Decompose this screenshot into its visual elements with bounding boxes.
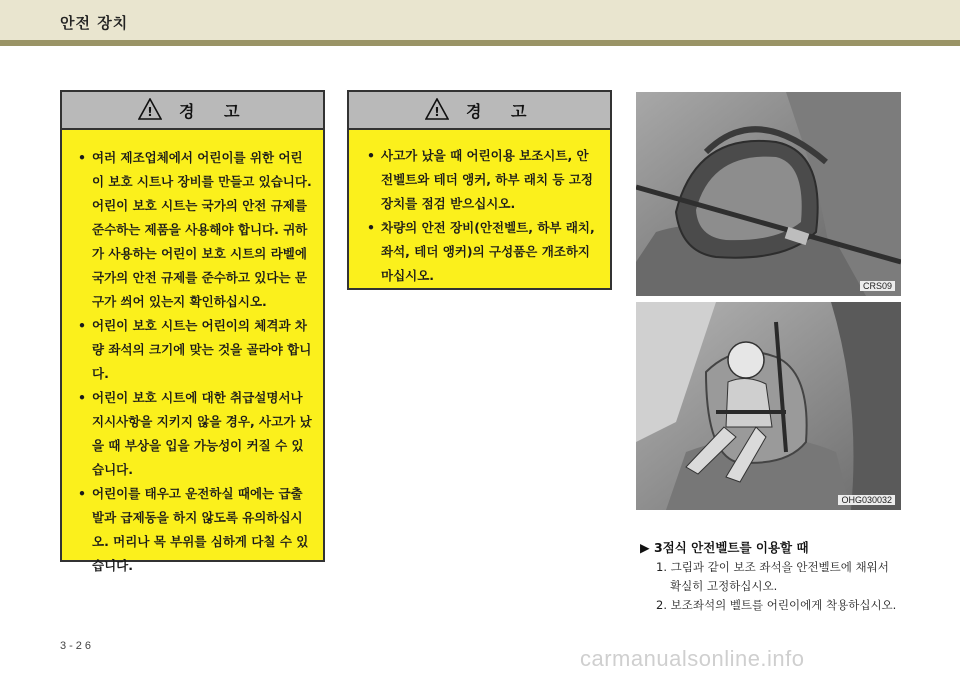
figure-code: CRS09 [860,281,895,291]
warning-item: • 어린이 보호 시트는 어린이의 체격과 차량 좌석의 크기에 맞는 것을 골라야 합니다. [78,318,312,381]
watermark: carmanualsonline.info [580,646,805,671]
warning-header [62,92,323,130]
page-header [0,0,960,40]
instruction-steps [656,558,926,615]
warning-item: • 여러 제조업체에서 어린이를 위한 어린이 보호 시트나 장비를 만들고 있습니다. 어린이 보호 시트는 국가의 안전 규제를 준수하는 제품을 사용해야 합니다. 귀하가 사용하는 어린이 보호 시트의 라벨에 국가의 안전 규제를 준수하고 있다는 문구가 씌어 있는지 확인하십시오. [78,150,312,309]
warning-item: • 사고가 났을 때 어린이용 보조시트, 안전벨트와 테더 앵커, 하부 래치 등 고정장치를 점검 받으십시오. [367,148,593,211]
warning-list [78,146,312,578]
figure-child-booster-seat [636,302,901,510]
warning-header [349,92,610,130]
child-booster-illustration [636,302,901,510]
instruction-heading: ▶ 3점식 안전벨트를 이용할 때 [640,540,809,555]
warning-item: • 어린이 보호 시트에 대한 취급설명서나 지시사항을 지키지 않을 경우, 사고가 났을 때 부상을 입을 가능성이 커질 수 있습니다. [78,390,312,477]
step-line: 확실히 고정하십시오. [670,579,778,593]
page-number: 3-26 [60,640,95,652]
header-divider [0,40,960,46]
svg-text:!: ! [147,105,153,119]
figure-code: OHG030032 [838,495,895,505]
warning-item: • 차량의 안전 장비(안전벨트, 하부 래치, 좌석, 테더 앵커)의 구성품은 개조하지 마십시오. [367,220,595,283]
child-seat-illustration [636,92,901,296]
warning-item: • 어린이를 태우고 운전하실 때에는 급출발과 급제동을 하지 않도록 유의하십시오. 머리나 목 부위를 심하게 다칠 수 있습니다. [78,486,309,573]
section-title: 안전 장치 [60,14,129,32]
warning-box-2 [347,90,612,290]
warning-list [367,144,599,288]
step-line: 1. 그림과 같이 보조 좌석을 안전벨트에 채워서 [656,560,889,574]
svg-text:!: ! [434,105,440,119]
warning-title: 경 고 [179,102,252,121]
warning-title: 경 고 [466,102,539,121]
figure-child-seat-belt [636,92,901,296]
step-line: 2. 보조좌석의 벨트를 어린이에게 착용하십시오. [656,598,897,612]
warning-box-1 [60,90,325,573]
warning-triangle-icon [138,98,162,120]
warning-triangle-icon [425,98,449,120]
